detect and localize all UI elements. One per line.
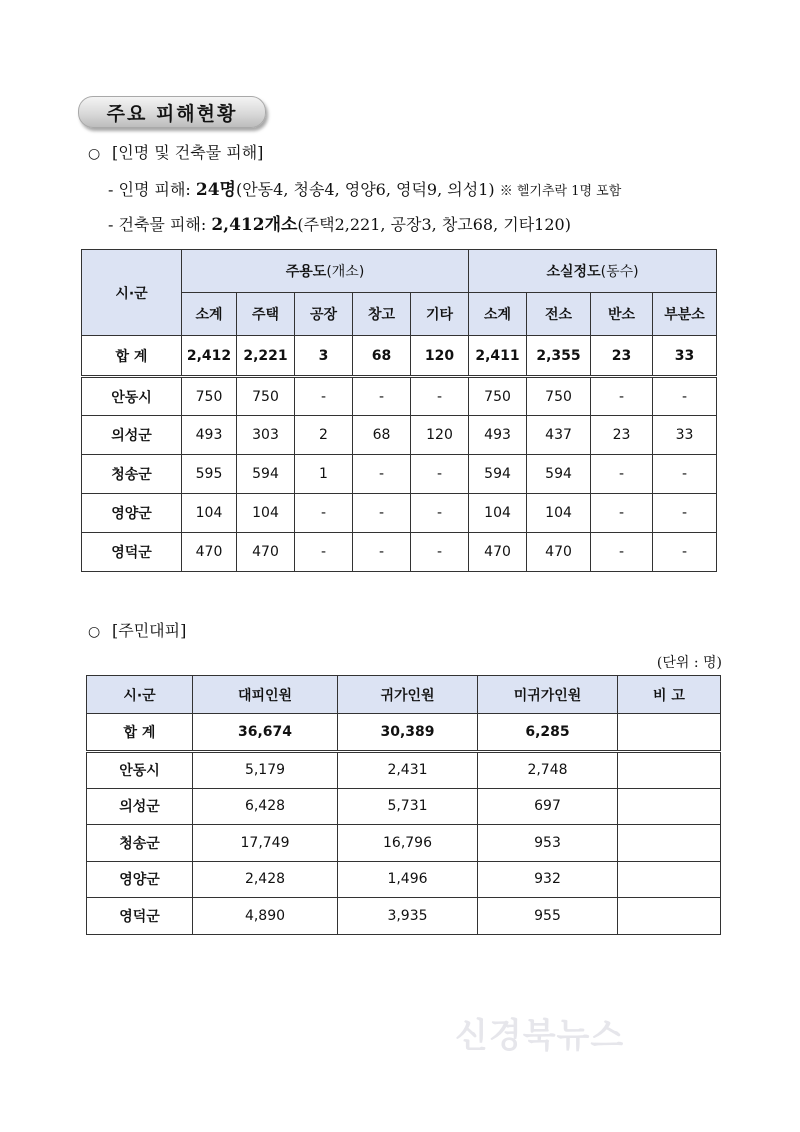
- evac-header: 시·군: [87, 676, 193, 714]
- table-row: [82, 533, 717, 572]
- region-cell: 영양군: [82, 494, 182, 533]
- value-cell: 104: [469, 494, 527, 533]
- casualty-line: [108, 175, 621, 200]
- region-cell: 안동시: [87, 752, 193, 789]
- value-cell: -: [653, 533, 717, 572]
- evac-header-row: [87, 676, 721, 714]
- value-cell: -: [295, 377, 353, 416]
- value-cell: -: [591, 533, 653, 572]
- watermark: 신경북뉴스: [455, 1016, 625, 1056]
- value-cell: 17,749: [193, 825, 338, 862]
- total-cell: 33: [653, 336, 717, 377]
- building-detail: (주택2,221, 공장3, 창고68, 기타120): [297, 215, 571, 234]
- damage-subheader: 반소: [591, 293, 653, 336]
- value-cell: -: [653, 494, 717, 533]
- value-cell: 594: [527, 455, 591, 494]
- region-cell: 영양군: [87, 861, 193, 898]
- value-cell: 2,748: [478, 752, 618, 789]
- value-cell: -: [653, 455, 717, 494]
- total-cell: 2,412: [182, 336, 237, 377]
- value-cell: 470: [237, 533, 295, 572]
- value-cell: -: [353, 455, 411, 494]
- region-cell: 영덕군: [82, 533, 182, 572]
- value-cell: [618, 861, 721, 898]
- value-cell: -: [411, 455, 469, 494]
- value-cell: -: [411, 533, 469, 572]
- value-cell: 33: [653, 416, 717, 455]
- total-label: 합 계: [87, 714, 193, 752]
- value-cell: [618, 898, 721, 935]
- value-cell: 953: [478, 825, 618, 862]
- value-cell: -: [653, 377, 717, 416]
- value-cell: 697: [478, 788, 618, 825]
- value-cell: 955: [478, 898, 618, 935]
- value-cell: 493: [182, 416, 237, 455]
- damage-total-row: [82, 336, 717, 377]
- region-cell: 의성군: [82, 416, 182, 455]
- total-cell: 3: [295, 336, 353, 377]
- heading-text: [주민대피]: [112, 621, 187, 640]
- region-cell: 청송군: [87, 825, 193, 862]
- value-cell: 750: [237, 377, 295, 416]
- region-cell: 영덕군: [87, 898, 193, 935]
- value-cell: 932: [478, 861, 618, 898]
- damage-subheader: 부분소: [653, 293, 717, 336]
- damage-subheader: 창고: [353, 293, 411, 336]
- table-row: [87, 752, 721, 789]
- damage-header-use: 주용도(개소): [182, 250, 469, 293]
- value-cell: 594: [237, 455, 295, 494]
- value-cell: 6,428: [193, 788, 338, 825]
- total-label: 합 계: [82, 336, 182, 377]
- value-cell: 2,428: [193, 861, 338, 898]
- value-cell: 594: [469, 455, 527, 494]
- value-cell: 2: [295, 416, 353, 455]
- value-cell: 750: [527, 377, 591, 416]
- value-cell: -: [295, 533, 353, 572]
- building-prefix: - 건축물 피해:: [108, 215, 212, 234]
- value-cell: 2,431: [338, 752, 478, 789]
- value-cell: 5,731: [338, 788, 478, 825]
- total-cell: 23: [591, 336, 653, 377]
- damage-table: [81, 249, 717, 572]
- damage-subheader: 공장: [295, 293, 353, 336]
- table-row: [82, 455, 717, 494]
- evac-header: 귀가인원: [338, 676, 478, 714]
- value-cell: -: [295, 494, 353, 533]
- region-cell: 의성군: [87, 788, 193, 825]
- total-cell: 36,674: [193, 714, 338, 752]
- value-cell: [618, 825, 721, 862]
- value-cell: -: [411, 494, 469, 533]
- value-cell: -: [591, 377, 653, 416]
- casualty-prefix: - 인명 피해:: [108, 180, 196, 199]
- value-cell: 16,796: [338, 825, 478, 862]
- damage-header-loss: 소실정도(동수): [469, 250, 717, 293]
- total-cell: 2,221: [237, 336, 295, 377]
- table-row: [87, 861, 721, 898]
- value-cell: 23: [591, 416, 653, 455]
- region-cell: 안동시: [82, 377, 182, 416]
- table-row: [82, 377, 717, 416]
- value-cell: 4,890: [193, 898, 338, 935]
- damage-subheader: 주택: [237, 293, 295, 336]
- value-cell: -: [411, 377, 469, 416]
- casualty-note: ※ 헬기추락 1명 포함: [499, 184, 622, 199]
- bullet-icon: ○: [88, 624, 101, 640]
- value-cell: 104: [182, 494, 237, 533]
- value-cell: 104: [237, 494, 295, 533]
- damage-subheader: 전소: [527, 293, 591, 336]
- value-cell: 120: [411, 416, 469, 455]
- building-count: 2,412개소: [211, 215, 298, 235]
- total-cell: 2,411: [469, 336, 527, 377]
- value-cell: 1,496: [338, 861, 478, 898]
- table-row: [87, 825, 721, 862]
- value-cell: [618, 752, 721, 789]
- value-cell: 470: [182, 533, 237, 572]
- value-cell: 470: [469, 533, 527, 572]
- table-row: [82, 494, 717, 533]
- value-cell: 470: [527, 533, 591, 572]
- value-cell: -: [591, 494, 653, 533]
- total-cell: 120: [411, 336, 469, 377]
- value-cell: 493: [469, 416, 527, 455]
- damage-subheader: 기타: [411, 293, 469, 336]
- value-cell: -: [591, 455, 653, 494]
- total-cell: 6,285: [478, 714, 618, 752]
- value-cell: 437: [527, 416, 591, 455]
- evac-header: 비 고: [618, 676, 721, 714]
- value-cell: 750: [469, 377, 527, 416]
- table-row: [87, 898, 721, 935]
- value-cell: 1: [295, 455, 353, 494]
- heading-casualty-building: [88, 140, 263, 163]
- unit-label: (단위 : 명): [656, 655, 722, 671]
- damage-subheader: 소계: [182, 293, 237, 336]
- casualty-detail: (안동4, 청송4, 영양6, 영덕9, 의성1): [235, 180, 495, 199]
- evacuation-table: [86, 675, 721, 935]
- value-cell: 68: [353, 416, 411, 455]
- value-cell: 3,935: [338, 898, 478, 935]
- total-cell: [618, 714, 721, 752]
- evac-header: 대피인원: [193, 676, 338, 714]
- total-cell: 2,355: [527, 336, 591, 377]
- value-cell: [618, 788, 721, 825]
- value-cell: -: [353, 533, 411, 572]
- value-cell: 750: [182, 377, 237, 416]
- evac-total-row: [87, 714, 721, 752]
- table-row: [82, 416, 717, 455]
- value-cell: -: [353, 494, 411, 533]
- building-line: [108, 210, 571, 235]
- bullet-icon: ○: [88, 146, 101, 162]
- value-cell: 104: [527, 494, 591, 533]
- region-cell: 청송군: [82, 455, 182, 494]
- heading-evacuation: [88, 618, 186, 641]
- value-cell: 303: [237, 416, 295, 455]
- value-cell: -: [353, 377, 411, 416]
- casualty-count: 24명: [195, 180, 236, 200]
- value-cell: 595: [182, 455, 237, 494]
- total-cell: 30,389: [338, 714, 478, 752]
- damage-header-region: 시·군: [82, 250, 182, 336]
- section-title: 주요 피해현황: [78, 96, 266, 128]
- evac-header: 미귀가인원: [478, 676, 618, 714]
- value-cell: 5,179: [193, 752, 338, 789]
- heading-text: [인명 및 건축물 피해]: [112, 143, 264, 162]
- table-row: [87, 788, 721, 825]
- total-cell: 68: [353, 336, 411, 377]
- damage-subheader: 소계: [469, 293, 527, 336]
